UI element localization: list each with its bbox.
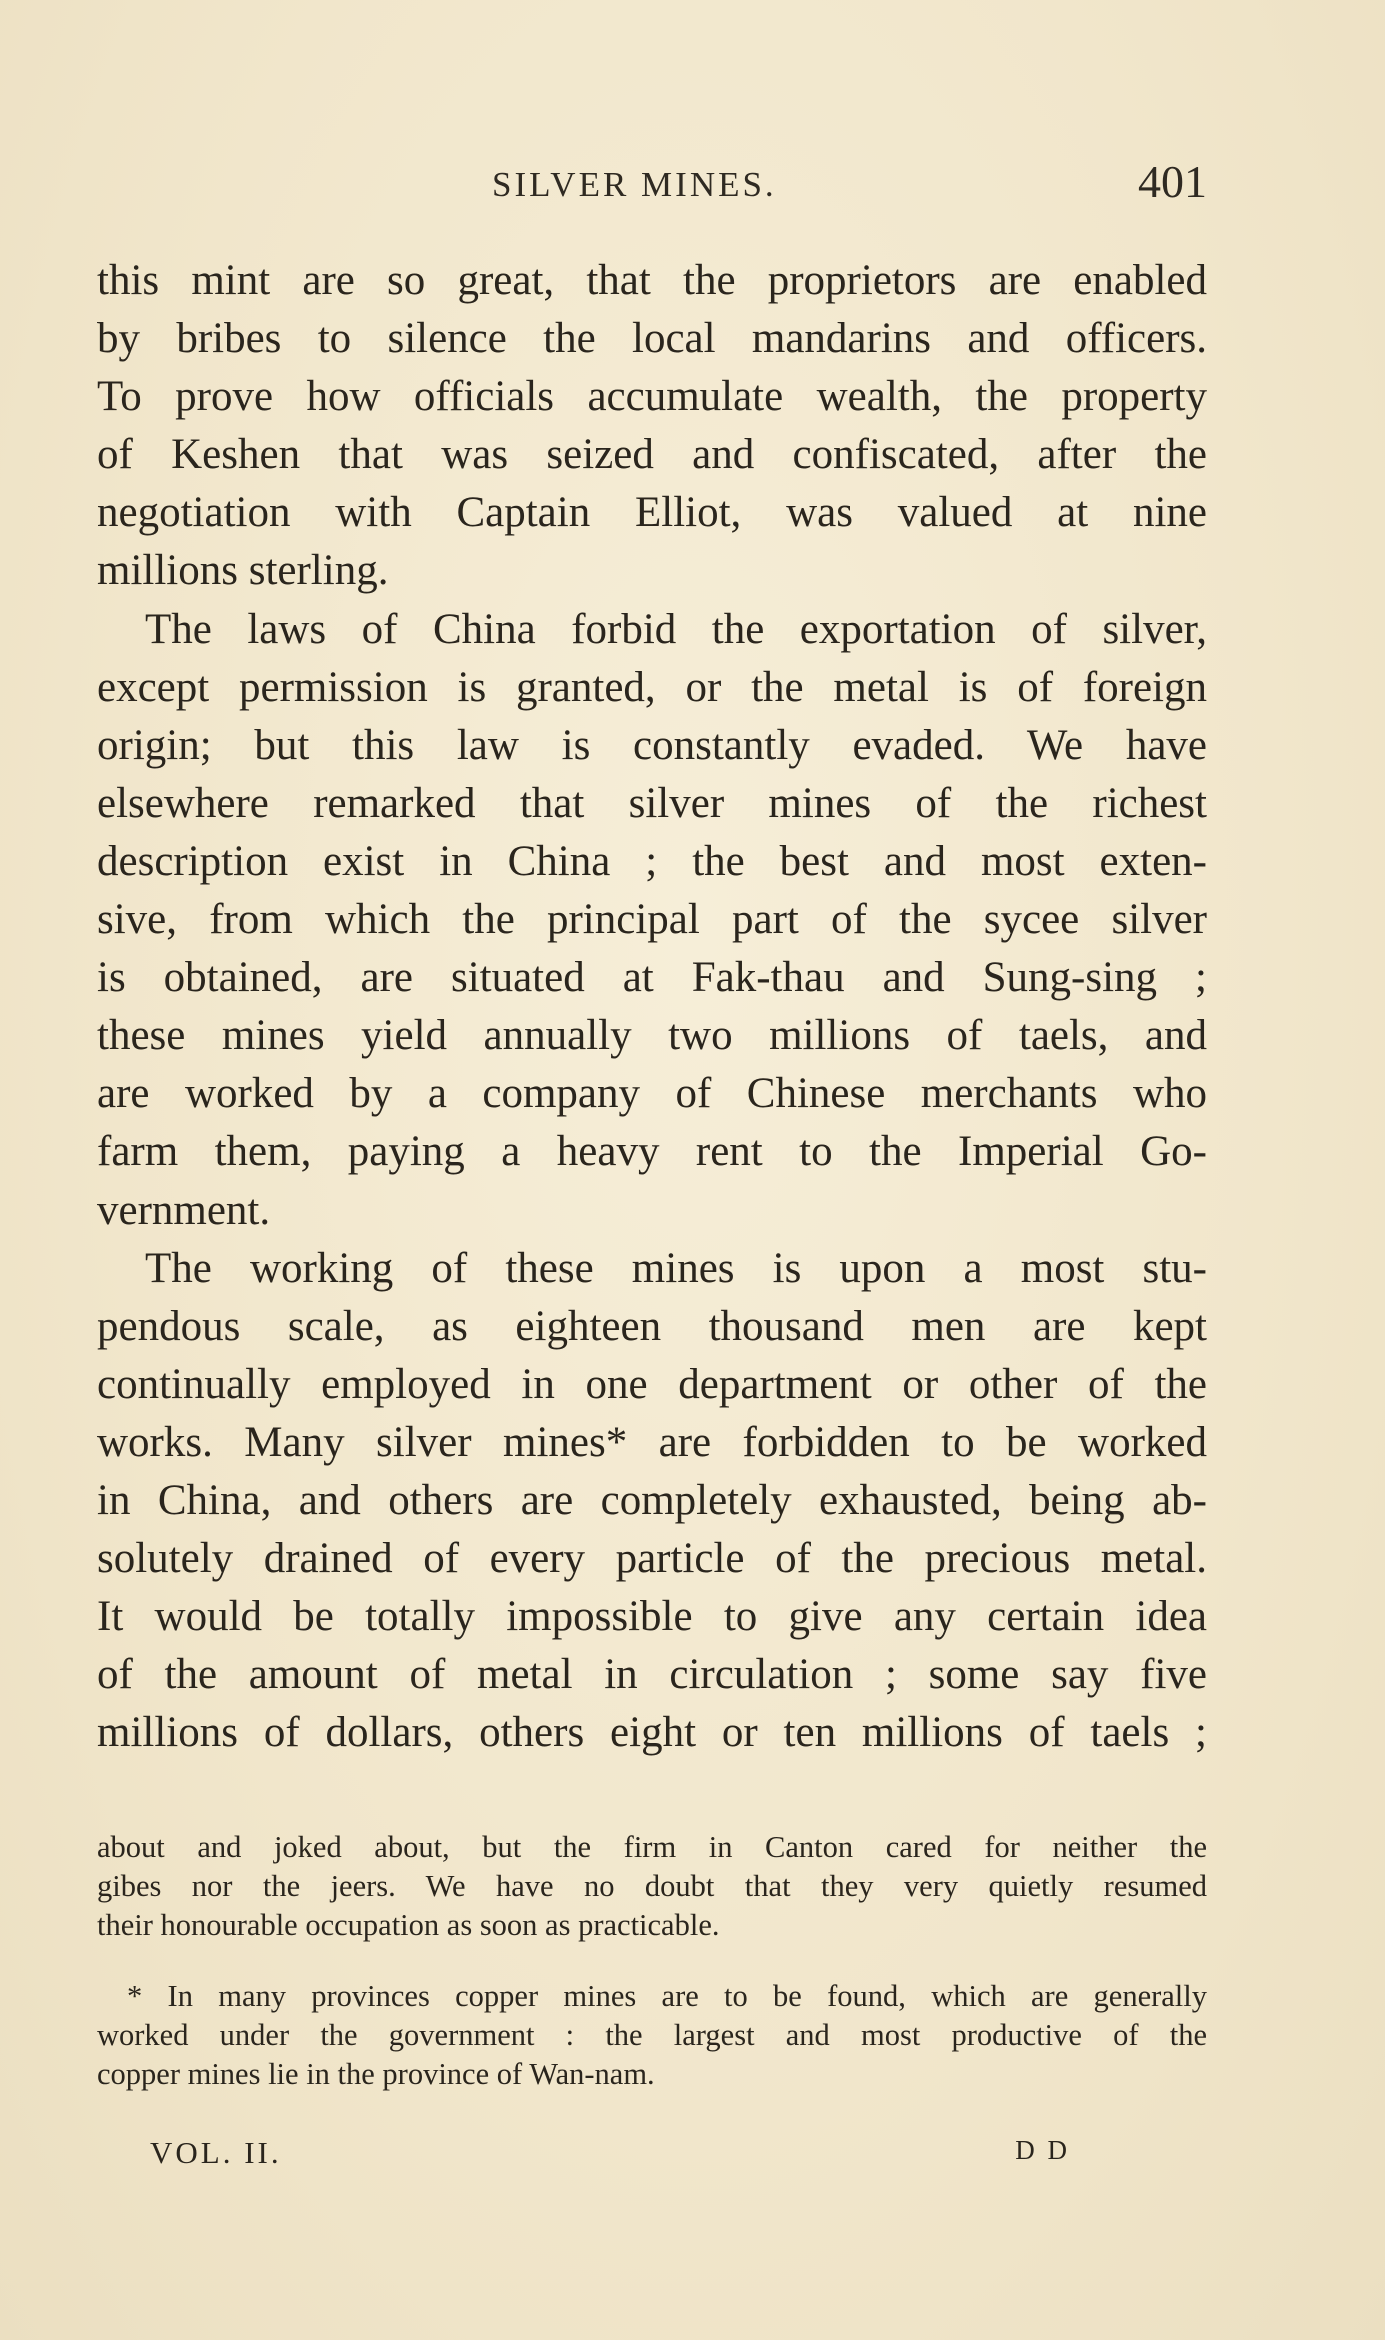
text-line: elsewhere remarked that silver mines of the richest (97, 779, 1207, 827)
signature-mark: D D (1015, 2135, 1070, 2165)
text-line: sive, from which the principal part of the sycee silver (97, 896, 1207, 944)
text-line: The working of these mines is upon a most stu- (145, 1244, 1207, 1292)
text-line: in China, and others are completely exhausted, being ab- (97, 1476, 1207, 1524)
text-line: is obtained, are situated at Fak-thau and Sung-sing ; (97, 954, 1207, 1002)
footnote-line: gibes nor the jeers. We have no doubt that they very quietly resumed (97, 1869, 1207, 1903)
text-line: of Keshen that was seized and confiscated, after the (97, 431, 1207, 479)
text-line: vernment. (97, 1186, 271, 1234)
footnotes (97, 1828, 1207, 2094)
text-line: origin; but this law is constantly evaded. We have (97, 721, 1207, 769)
text-line: these mines yield annually two millions of taels, and (97, 1012, 1207, 1060)
text-line: pendous scale, as eighteen thousand men are kept (97, 1302, 1207, 1350)
text-line: negotiation with Captain Elliot, was valued at nine (97, 489, 1207, 537)
text-line: It would be totally impossible to give any certain idea (97, 1593, 1207, 1641)
footnote-line: worked under the government : the largest and most productive of the (97, 2018, 1207, 2052)
text-line: by bribes to silence the local mandarins and officers. (97, 315, 1207, 363)
text-line: solutely drained of every particle of the precious metal. (97, 1535, 1207, 1583)
text-line: The laws of China forbid the exportation of silver, (145, 605, 1207, 653)
text-line: works. Many silver mines* are forbidden to be worked (97, 1418, 1207, 1466)
running-title: SILVER MINES. (492, 165, 777, 204)
footnote-line: their honourable occupation as soon as practicable. (97, 1908, 720, 1942)
footnote-line: about and joked about, but the firm in Canton cared for neither the (97, 1830, 1207, 1864)
text-line: millions sterling. (97, 547, 389, 595)
text-line: are worked by a company of Chinese merchants who (97, 1070, 1207, 1118)
running-head (97, 155, 1207, 215)
footnote-gap (97, 1945, 1207, 1977)
text-line: description exist in China ; the best and most exten- (97, 837, 1207, 885)
text-line: farm them, paying a heavy rent to the Imperial Go- (97, 1128, 1207, 1176)
volume-label: VOL. II. (150, 2135, 282, 2170)
page-footer (150, 2135, 1070, 2185)
body-text (97, 252, 1207, 1762)
text-line: of the amount of metal in circulation ; some say five (97, 1651, 1207, 1699)
text-line: continually employed in one department or other of the (97, 1360, 1207, 1408)
text-line: To prove how officials accumulate wealth, the property (97, 373, 1207, 421)
page-number: 401 (1138, 156, 1207, 207)
footnote-line: * In many provinces copper mines are to be found, which are generally (127, 1979, 1207, 2013)
text-line: this mint are so great, that the proprietors are enabled (97, 257, 1207, 304)
footnote-line: copper mines lie in the province of Wan-nam. (97, 2057, 655, 2091)
text-line: millions of dollars, others eight or ten millions of taels ; (97, 1709, 1207, 1757)
text-line: except permission is granted, or the metal is of foreign (97, 663, 1207, 711)
